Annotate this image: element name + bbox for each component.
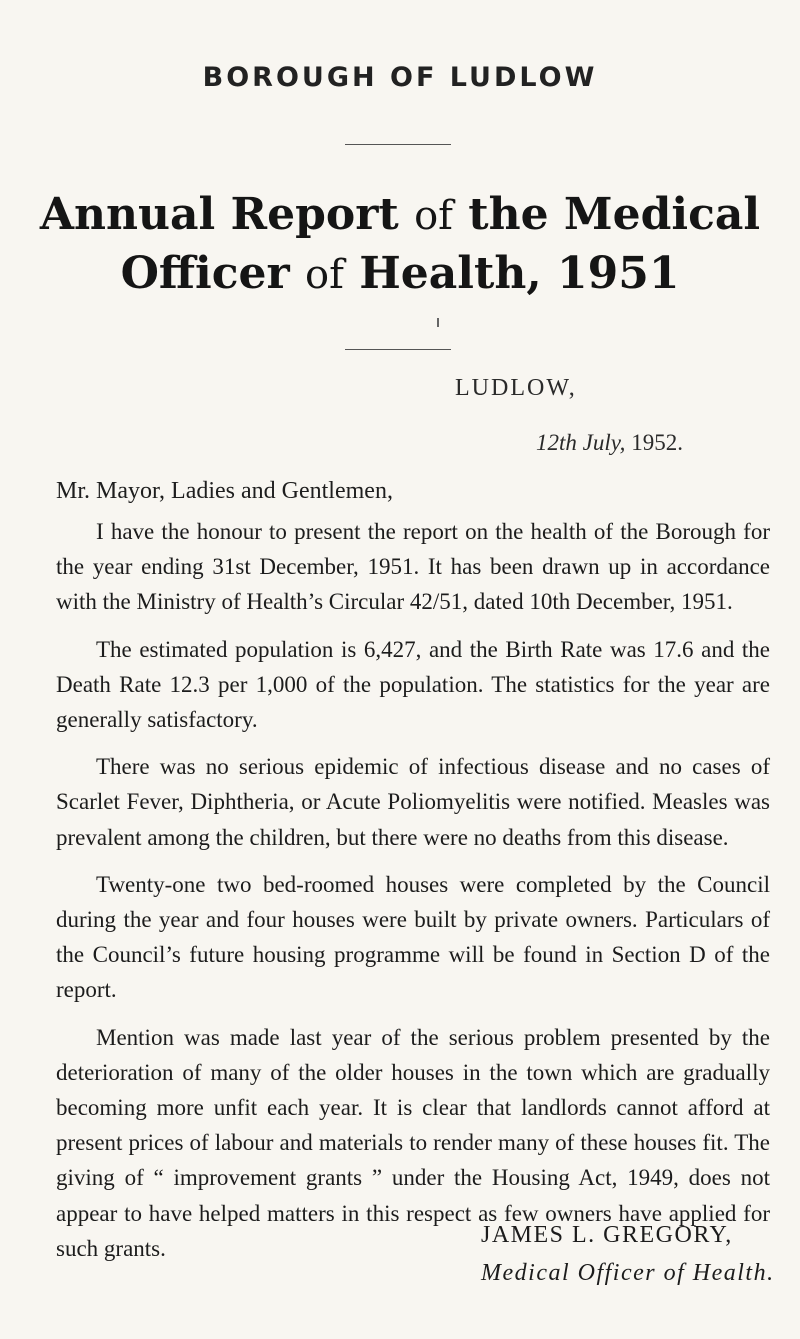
signatory-name: JAMES L. GREGORY, [481,1222,733,1248]
report-title [0,186,800,304]
report-title-line-1 [0,186,800,245]
title-part: of [305,252,344,298]
paragraph: Mention was made last year of the serious problem presented by the deterioration of many of the older houses in the town which are gradually becoming more unfit each year. It is clear that landlords cannot afford at present prices of labour and materials to render many of these houses fit. The giving of “ improvement grants ” under the Housing Act, 1949, does not appear to have helped matters in this respect as few owners have applied for such grants. [56,1024,770,1261]
salutation: Mr. Mayor, Ladies and Gentlemen, [56,478,393,504]
title-part: Health, 1951 [343,248,680,299]
print-mark [437,318,439,327]
paragraph: I have the honour to present the report on the health of the Borough for the year ending 31st December, 1951. It has been drawn up in accordance with the Ministry of Health’s Circular 42/51, dated 10th December, 1951. [56,519,770,615]
paragraph: Twenty-one two bed-roomed houses were completed by the Council during the year and four houses were built by private owners. Particulars of the Council’s future housing programme will be found in Section D of the report. [56,871,770,1003]
letter-date [536,430,683,456]
title-part: Annual Report [39,189,415,240]
paragraph: The estimated population is 6,427, and the Birth Rate was 17.6 and the Death Rate 12.3 per 1,000 of the population. The statistics for the year are generally satisfactory. [56,636,770,733]
divider-rule-top [345,144,451,145]
letter-body [56,514,770,1278]
divider-rule-bottom [345,349,451,350]
signatory-title: Medical Officer of Health. [481,1260,775,1286]
report-title-line-2 [0,245,800,304]
borough-heading: BOROUGH OF LUDLOW [202,62,598,93]
letter-place: LUDLOW, [455,375,577,401]
title-part: Officer [120,248,306,299]
letter-date-day: 12th July, [536,430,626,455]
title-part: the Medical [452,189,761,240]
letter-date-year: 1952. [625,430,683,455]
paragraph: There was no serious epidemic of infectious disease and no cases of Scarlet Fever, Diphtheria, or Acute Poliomyelitis were notified. Measles was prevalent among the children, but there were no deaths from this disease. [56,754,770,850]
title-part: of [414,193,453,239]
